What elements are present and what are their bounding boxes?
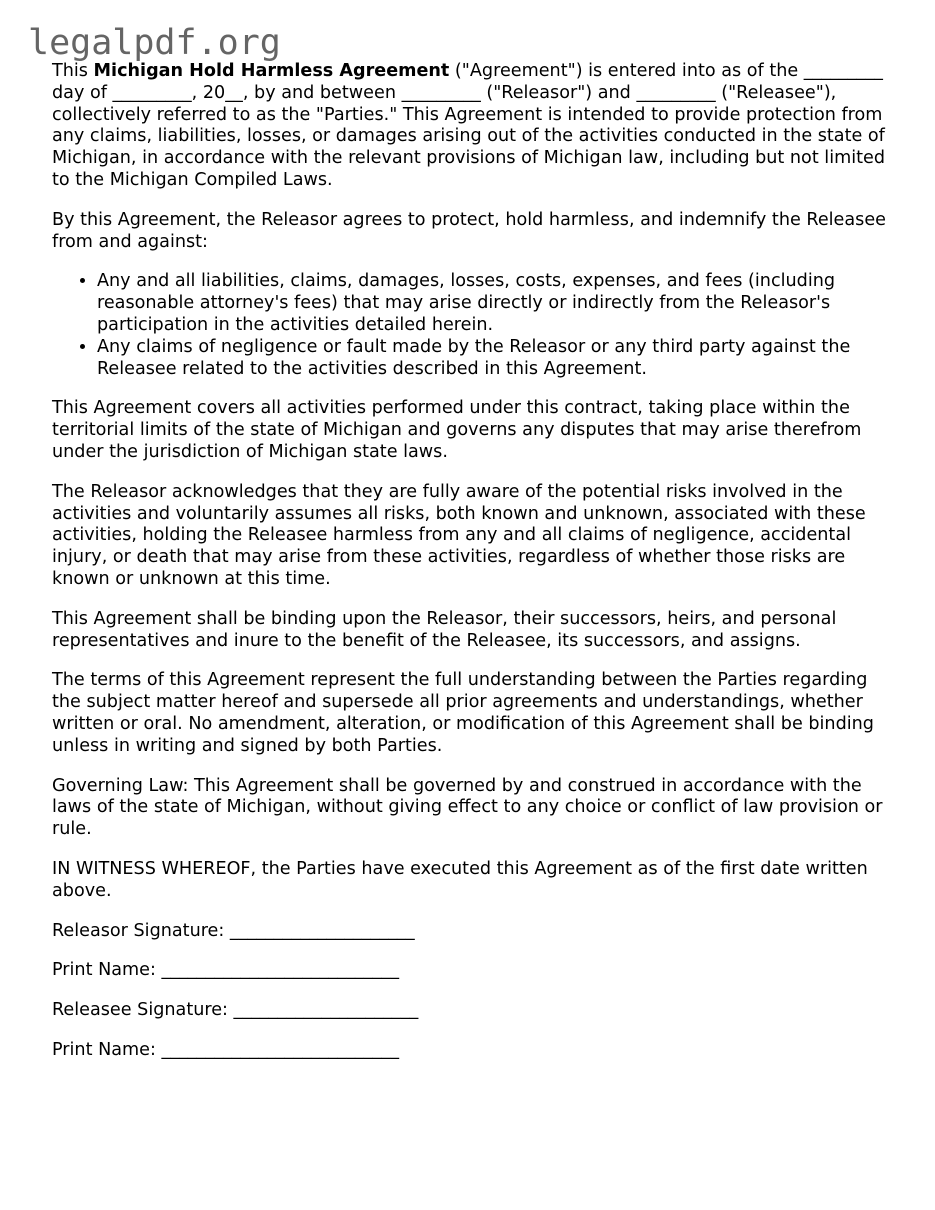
intro-rest: ("Agreement") is entered into as of the _________ day of _________, 20__, by and between _________ ("Releasor") and _________ ("Releasee"), collectively referred to as the "Parties." This Agreement is intended to provide protection from any claims, liabilities, losses, or damages arising out of the activities conducted in the state of Michigan, in accordance with the relevant provisions of Michigan law, including but not limited to the Michigan Compiled Laws. xyxy=(52,61,886,190)
releasor-print-name-line: Print Name: ___________________________ xyxy=(52,960,400,981)
intro-paragraph xyxy=(52,61,892,192)
scope-paragraph: This Agreement covers all activities performed under this contract, taking place within the territorial limits of the state of Michigan and governs any disputes that may arise therefrom under the jurisdiction of Michigan state laws. xyxy=(52,398,862,462)
agreement-document xyxy=(52,61,892,1080)
releasee-signature-line: Releasee Signature: _____________________ xyxy=(52,1000,419,1021)
agreement-title: Michigan Hold Harmless Agreement xyxy=(93,61,450,81)
binding-paragraph: This Agreement shall be binding upon the Releasor, their successors, heirs, and personal representatives and inure to the benefit of the Releasee, its successors, and assigns. xyxy=(52,608,837,651)
indemnity-list xyxy=(52,271,892,380)
list-item: • Any claims of negligence or fault made by the Releasor or any third party against the Releasee related to the activities described in this Agreement. xyxy=(97,337,892,381)
intro-lead: This xyxy=(52,61,94,81)
watermark-logo: legalpdf.org xyxy=(28,23,281,63)
indemnify-intro: By this Agreement, the Releasor agrees to protect, hold harmless, and indemnify the Releasee from and against: xyxy=(52,209,886,252)
governing-law-paragraph: Governing Law: This Agreement shall be governed by and construed in accordance with the laws of the state of Michigan, without giving effect to any choice or conflict of law provision or rule. xyxy=(52,775,883,840)
list-item: • Any and all liabilities, claims, damages, losses, costs, expenses, and fees (including reasonable attorney's fees) that may arise directly or indirectly from the Releasor's participation in the activities detailed herein. xyxy=(97,271,892,336)
risk-paragraph: The Releasor acknowledges that they are fully aware of the potential risks involved in the activities and voluntarily assumes all risks, both known and unknown, associated with these activities, holding the Releasee harmless from any and all claims of negligence, accidental injury, or death that may arise from these activities, regardless of whether those risks are known or unknown at this time. xyxy=(52,481,866,589)
releasee-print-name-line: Print Name: ___________________________ xyxy=(52,1039,400,1060)
signature-block xyxy=(52,921,892,1062)
releasor-signature-line: Releasor Signature: _____________________ xyxy=(52,920,415,941)
witness-paragraph: IN WITNESS WHEREOF, the Parties have executed this Agreement as of the first date written above. xyxy=(52,858,868,901)
entire-agreement-paragraph: The terms of this Agreement represent the full understanding between the Parties regarding the subject matter hereof and supersede all prior agreements and understandings, whether written or oral. No amendment, alteration, or modification of this Agreement shall be binding unless in writing and signed by both Parties. xyxy=(52,670,874,756)
